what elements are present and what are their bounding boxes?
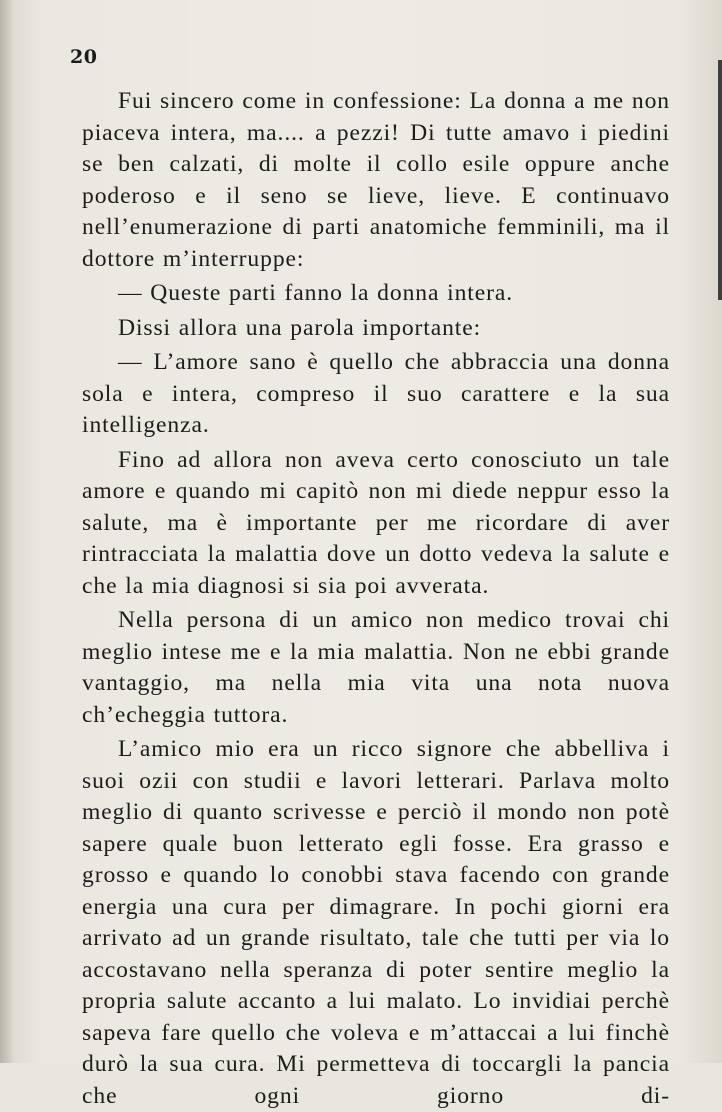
paragraph-diagnosis: Fino ad allora non aveva certo conosciuto un tale amore e quando mi capitò non mi diede neppur esso la salute, ma è importante per me ricordare di aver rintracciata la malattia dove un dotto vedeva la salute e che la mia diagnosi si sia poi avverata.	[82, 446, 670, 599]
paragraph-doctor-reply: — Queste parti fanno la donna intera.	[118, 280, 514, 306]
paragraph-healthy-love: — L’amore sano è quello che abbraccia una donna sola e intera, compreso il suo carattere e la sua intelligenza.	[82, 349, 670, 438]
page-edge-mark	[718, 60, 722, 300]
binding-shadow	[0, 0, 14, 1063]
page-number: 20	[70, 46, 98, 68]
paragraph-important-word: Dissi allora una parola importante:	[118, 314, 482, 341]
body-text	[82, 86, 670, 1112]
paragraph-friend: Nella persona di un amico non medico trovai chi meglio intese me e la mia malattia. Non ne ebbi grande vantaggio, ma nella mia vita una nota nuova ch’echeggia tuttora.	[82, 607, 670, 728]
paragraph-confession: Fui sincero come in confessione: La donna a me non piaceva intera, ma.... a pezzi! Di tutte amavo i piedini se ben calzati, di molte il collo esile oppure anche poderoso e il seno se lieve, lieve. E continuavo nell’enumerazione di parti anatomiche femminili, ma il dottore m’interruppe:	[82, 88, 670, 272]
paragraph-rich-gentleman: L’amico mio era un ricco signore che abbelliva i suoi ozii con studii e lavori letterari. Parlava molto meglio di quanto scrivesse e perciò il mondo non potè sapere quale buon letterato egli fosse. Era grasso e grosso e quando lo conobbi stava facendo con grande energia una cura per dimagrare. In pochi giorni era arrivato ad un grande risultato, tale che tutti per via lo accostavano nella speranza di poter sentire meglio la propria salute accanto a lui malato. Lo invidiai perchè sapeva fare quello che voleva e m’attaccai a lui finchè durò la sua cura. Mi permetteva di toccargli la pancia che ogni giorno di-	[82, 736, 670, 1109]
